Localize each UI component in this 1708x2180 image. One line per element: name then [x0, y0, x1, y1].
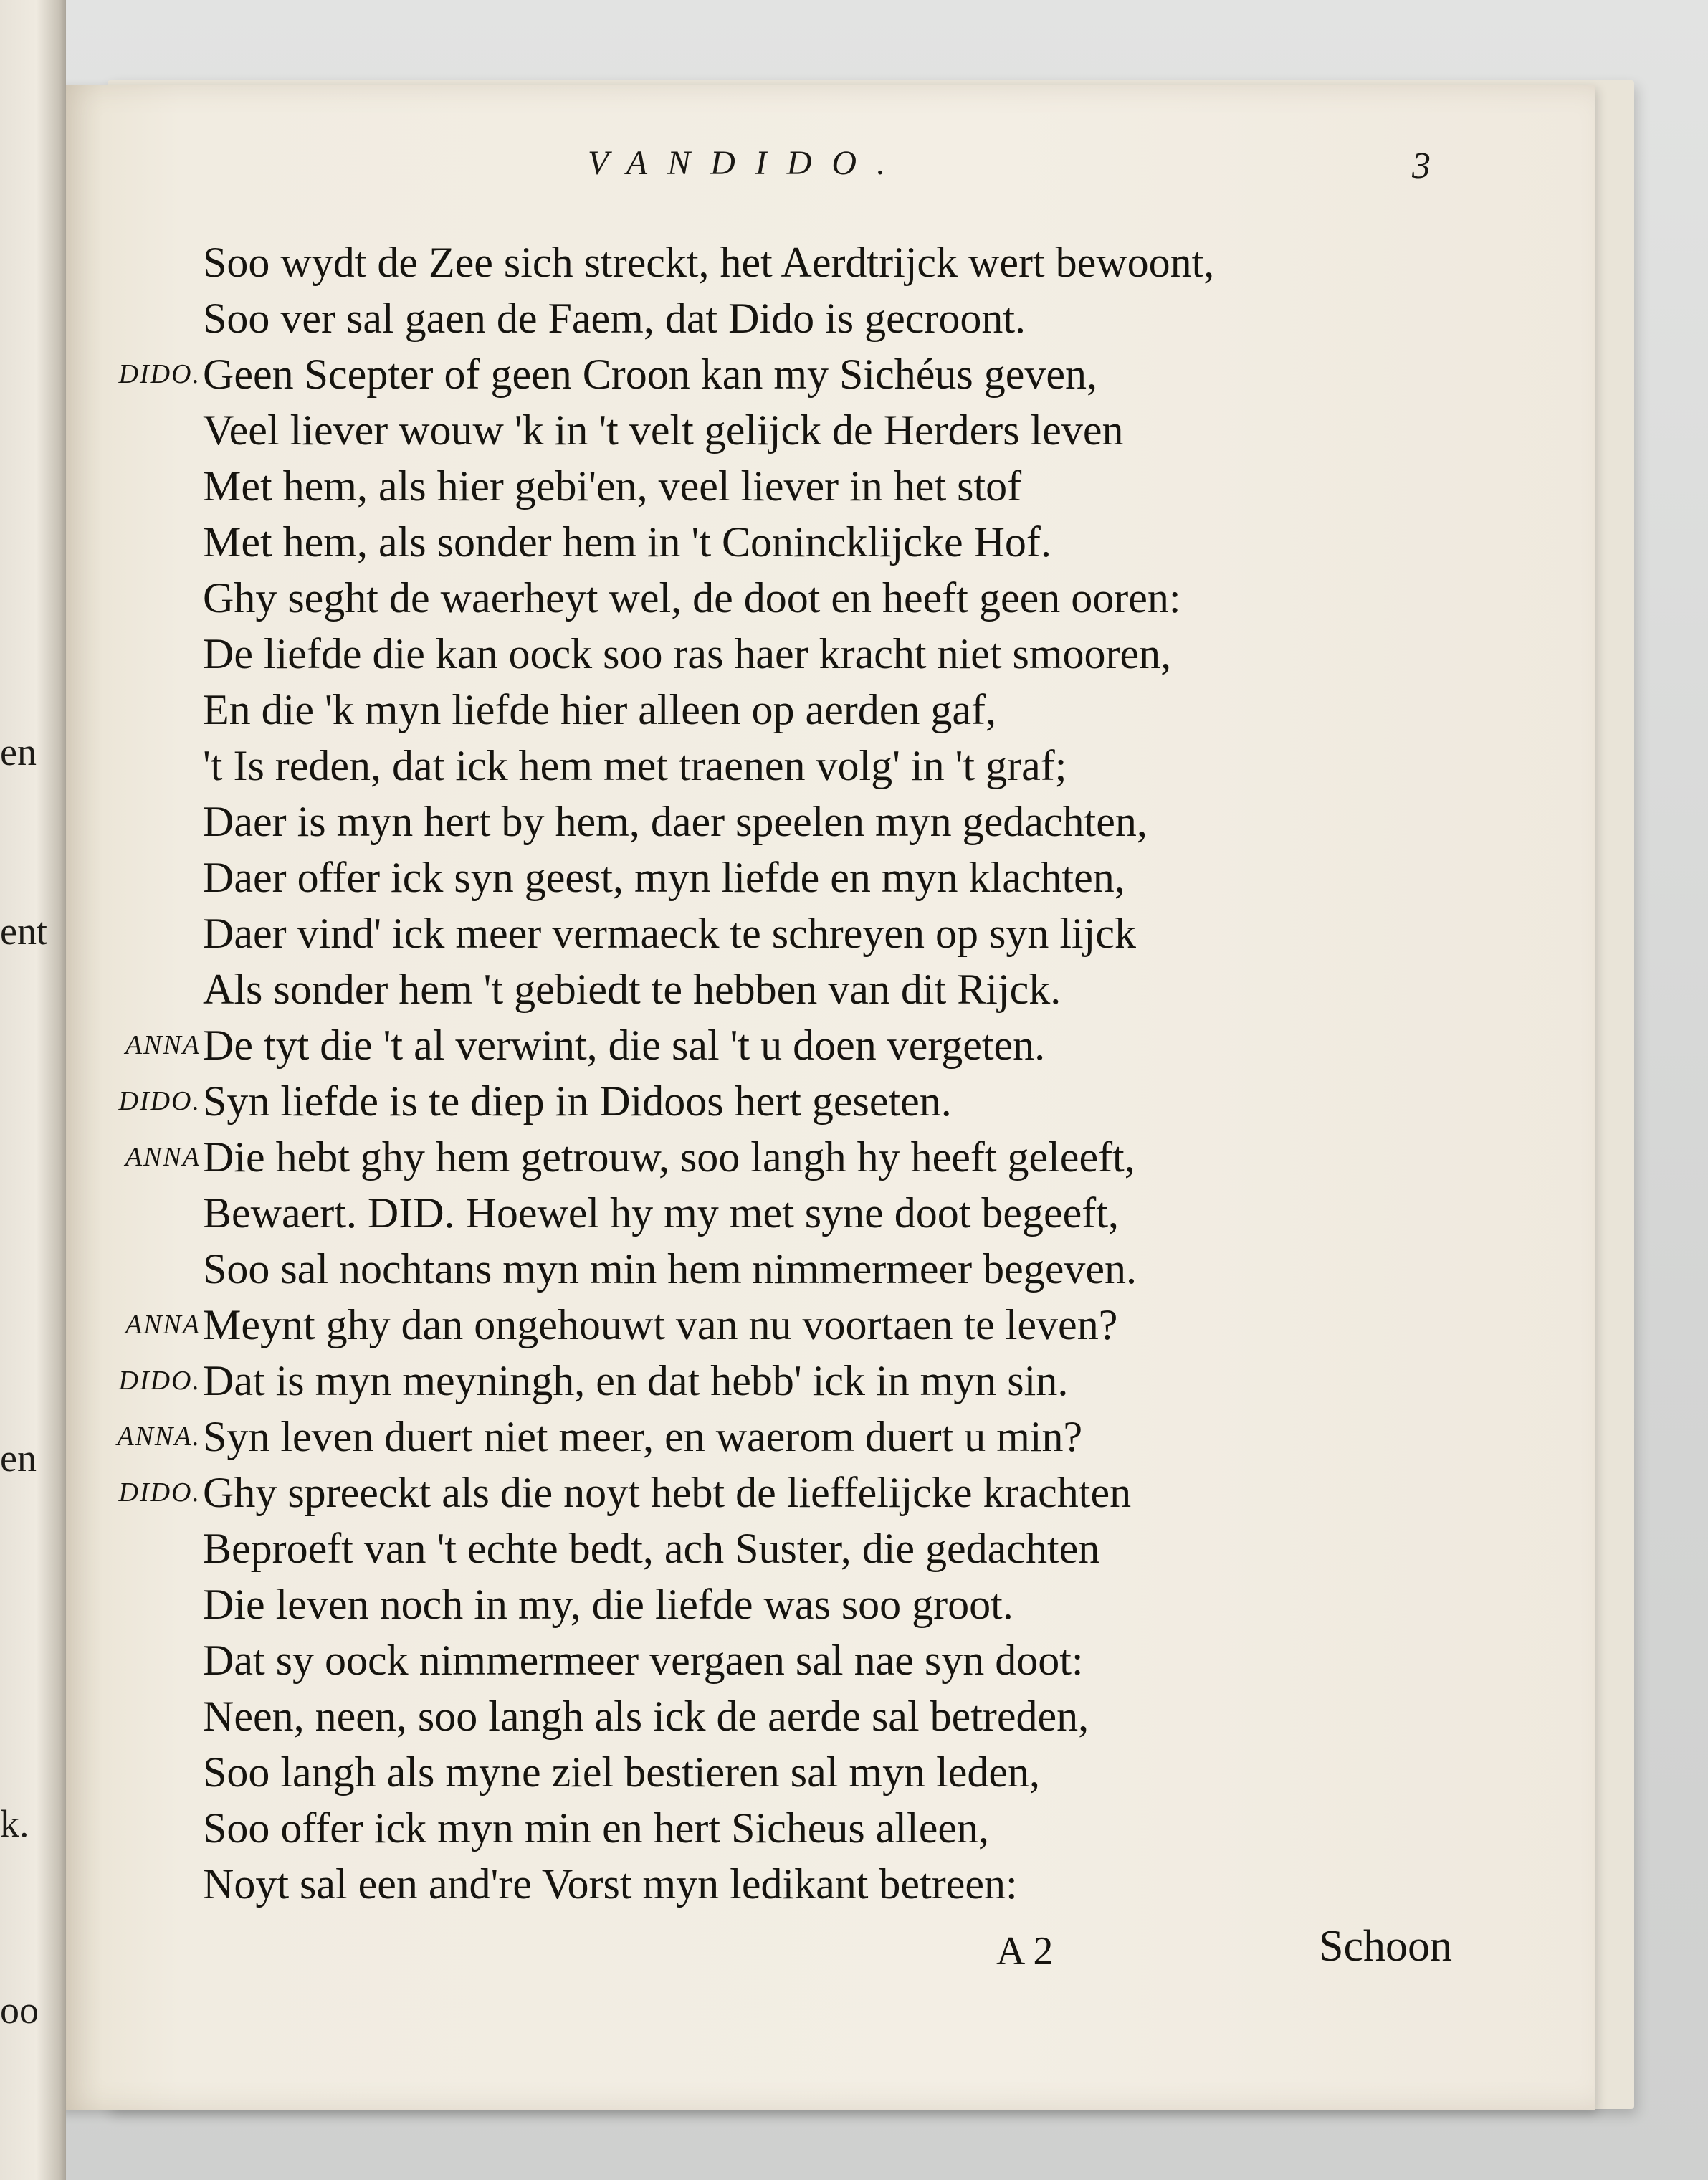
line-text: Met hem, als hier gebi'en, veel liever in het stof [203, 462, 1022, 510]
line-text: Syn liefde is te diep in Didoos hert geseten. [203, 1077, 952, 1125]
line-text: Neen, neen, soo langh als ick de aerde sal betreden, [203, 1693, 1089, 1740]
speaker-label: DIDO. [118, 1086, 201, 1116]
speaker-label: ANNA [125, 1030, 201, 1060]
line-text: Die hebt ghy hem getrouw, soo langh hy heeft geleeft, [203, 1133, 1135, 1181]
line-text: Dat sy oock nimmermeer vergaen sal nae syn doot: [203, 1637, 1084, 1684]
speaker-label: ANNA [125, 1310, 201, 1340]
speaker-label: ANNA [125, 1142, 201, 1172]
facing-page-fragment: oo [0, 1989, 39, 2032]
line-text: Soo langh als myne ziel bestieren sal myn leden, [203, 1748, 1041, 1796]
line-text: En die 'k myn liefde hier alleen op aerden gaf, [203, 686, 997, 733]
line-text: Met hem, als sonder hem in 't Conincklijcke Hof. [203, 518, 1051, 566]
line-text: 't Is reden, dat ick hem met traenen volg' in 't graf; [203, 742, 1067, 789]
running-head: VANDIDO. [588, 144, 906, 182]
line-text: Bewaert. DID. Hoewel hy my met syne doot begeeft, [203, 1189, 1119, 1237]
line-text: Soo ver sal gaen de Faem, dat Dido is gecroont. [203, 295, 1026, 342]
speaker-label: DIDO. [118, 1366, 201, 1396]
line-text: De liefde die kan oock soo ras haer kracht niet smooren, [203, 630, 1172, 677]
line-text: Soo sal nochtans myn min hem nimmermeer begeven. [203, 1245, 1137, 1293]
line-text: Ghy spreeckt als die noyt hebt de lieffelijcke krachten [203, 1469, 1132, 1516]
line-text: De tyt die 't al verwint, die sal 't u doen vergeten. [203, 1022, 1046, 1069]
line-text: Als sonder hem 't gebiedt te hebben van dit Rijck. [203, 966, 1061, 1013]
line-text: Beproeft van 't echte bedt, ach Suster, die gedachten [203, 1525, 1100, 1572]
facing-page-fragment: k. [0, 1802, 29, 1845]
facing-page-fragment: ent [0, 910, 47, 953]
speaker-label: DIDO. [118, 359, 201, 389]
line-text: Dat is myn meyningh, en dat hebb' ick in myn sin. [203, 1357, 1069, 1404]
line-text: Daer offer ick syn geest, myn liefde en myn klachten, [203, 854, 1125, 901]
line-text: Geen Scepter of geen Croon kan my Sichéus geven, [203, 351, 1097, 398]
line-text: Ghy seght de waerheyt wel, de doot en heeft geen ooren: [203, 574, 1181, 622]
speaker-label: ANNA. [117, 1422, 201, 1452]
line-text: Meynt ghy dan ongehouwt van nu voortaen te leven? [203, 1301, 1118, 1348]
facing-page-fragment: en [0, 1437, 37, 1480]
line-text: Syn leven duert niet meer, en waerom duert u min? [203, 1413, 1083, 1460]
signature-mark: A 2 [996, 1929, 1054, 1974]
line-text: Soo wydt de Zee sich streckt, het Aerdtrijck wert bewoont, [203, 239, 1215, 286]
line-text: Daer is myn hert by hem, daer speelen myn gedachten, [203, 798, 1148, 845]
line-text: Soo offer ick myn min en hert Sicheus alleen, [203, 1804, 989, 1852]
speaker-label: DIDO. [118, 1477, 201, 1508]
catchword: Schoon [1319, 1922, 1452, 1971]
line-text: Noyt sal een and're Vorst myn ledikant betreen: [203, 1860, 1018, 1908]
facing-page-fragment: en [0, 730, 37, 774]
line-text: Die leven noch in my, die liefde was soo groot. [203, 1581, 1013, 1628]
page-number: 3 [1412, 146, 1431, 186]
line-text: Veel liever wouw 'k in 't velt gelijck de Herders leven [203, 406, 1124, 454]
line-text: Daer vind' ick meer vermaeck te schreyen op syn lijck [203, 910, 1136, 957]
